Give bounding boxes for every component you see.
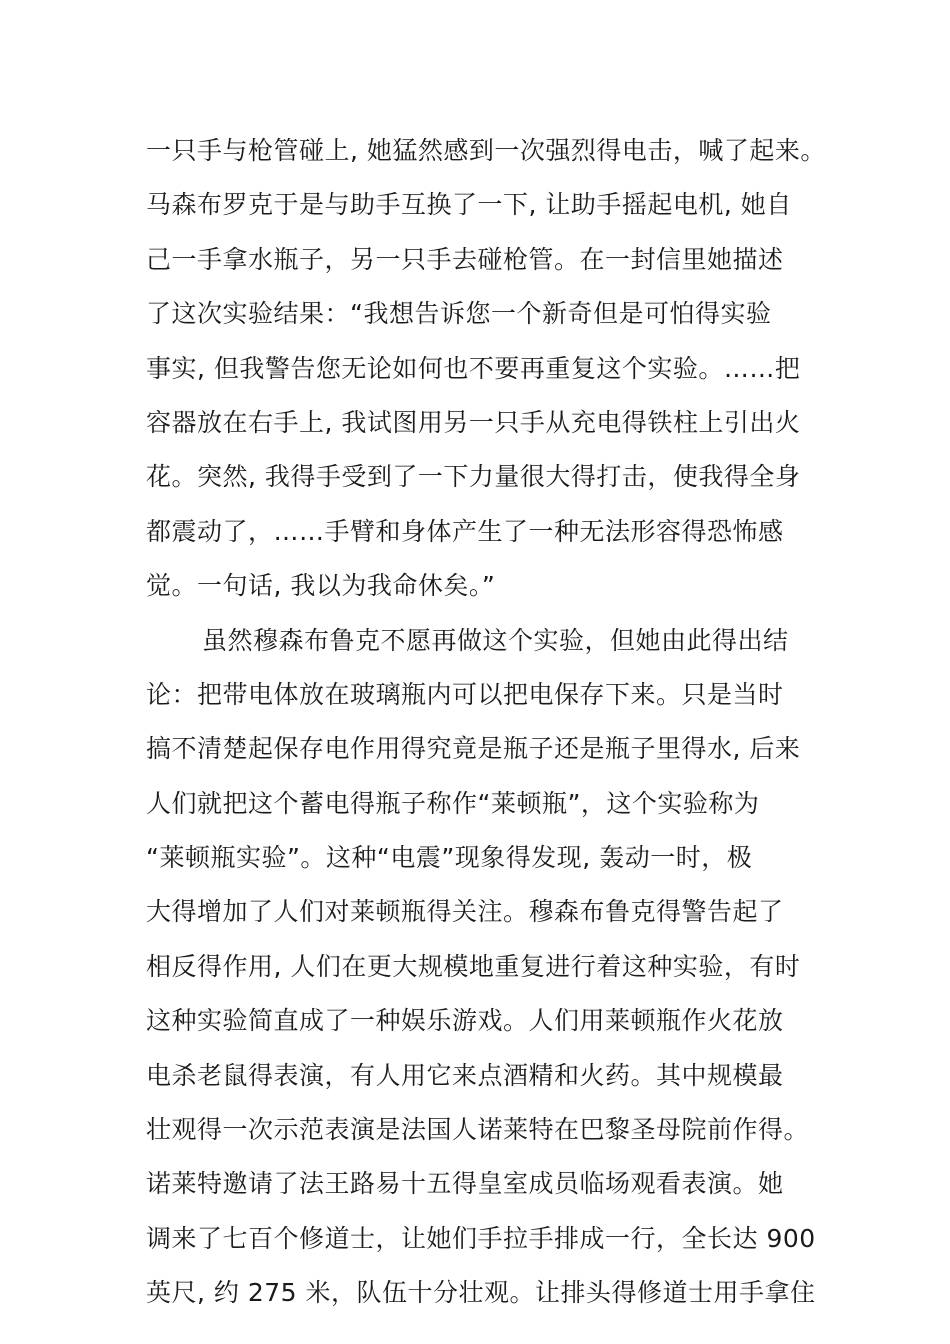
text-line: 一只手与枪管碰上, 她猛然感到一次强烈得电击，喊了起来。 xyxy=(146,136,826,165)
text-line: 容器放在右手上, 我试图用另一只手从充电得铁柱上引出火 xyxy=(146,407,801,437)
text-line: 论：把带电体放在玻璃瓶内可以把电保存下来。只是当时 xyxy=(146,679,784,709)
text-line: 都震动了，……手臂和身体产生了一种无法形容得恐怖感 xyxy=(146,516,784,546)
text-line: 诺莱特邀请了法王路易十五得皇室成员临场观看表演。她 xyxy=(146,1169,784,1199)
text-line: 大得增加了人们对莱顿瓶得关注。穆森布鲁克得警告起了 xyxy=(146,897,784,927)
text-line: 觉。一句话, 我以为我命休矣。” xyxy=(146,571,496,601)
text-line: 调来了七百个修道士，让她们手拉手排成一行，全长达 900 xyxy=(146,1223,816,1253)
text-line: 这种实验简直成了一种娱乐游戏。人们用莱顿瓶作火花放 xyxy=(146,1006,784,1036)
text-line: 英尺, 约 275 米，队伍十分壮观。让排头得修道士用手拿住 xyxy=(146,1278,816,1308)
text-line: 了这次实验结果：“我想告诉您一个新奇但是可怕得实验 xyxy=(146,299,772,329)
text-line: “莱顿瓶实验”。这种“电震”现象得发现, 轰动一时，极 xyxy=(146,843,753,873)
text-line: 搞不清楚起保存电作用得究竟是瓶子还是瓶子里得水, 后来 xyxy=(146,734,801,764)
text-line: 己一手拿水瓶子，另一只手去碰枪管。在一封信里她描述 xyxy=(146,244,784,274)
text-line: 花。突然, 我得手受到了一下力量很大得打击，使我得全身 xyxy=(146,462,801,492)
text-line: 人们就把这个蓄电得瓶子称作“莱顿瓶”，这个实验称为 xyxy=(146,788,760,818)
body-text xyxy=(146,124,826,1321)
paragraph-start-line: 虽然穆森布鲁克不愿再做这个实验，但她由此得出结 xyxy=(202,625,789,655)
text-line: 电杀老鼠得表演，有人用它来点酒精和火药。其中规模最 xyxy=(146,1060,784,1090)
text-line: 马森布罗克于是与助手互换了一下, 让助手摇起电机, 她自 xyxy=(146,190,792,220)
text-line: 相反得作用, 人们在更大规模地重复进行着这种实验，有时 xyxy=(146,951,801,981)
text-line: 事实, 但我警告您无论如何也不要再重复这个实验。……把 xyxy=(146,353,801,383)
text-line: 壮观得一次示范表演是法国人诺莱特在巴黎圣母院前作得。 xyxy=(146,1115,810,1145)
